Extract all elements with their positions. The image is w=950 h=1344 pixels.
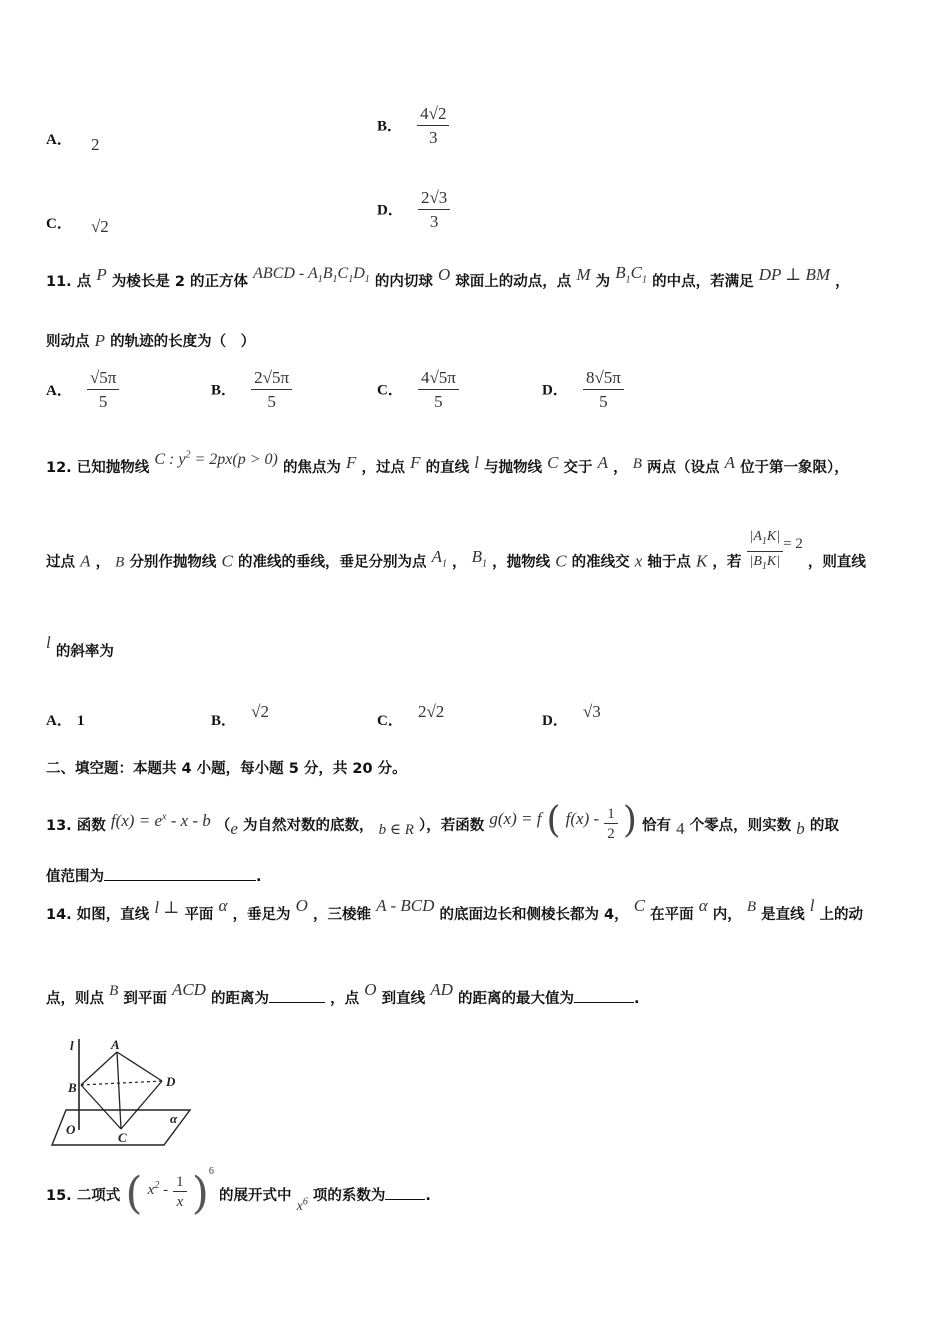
math-exp-6: 6 bbox=[208, 1166, 214, 1177]
q11-line-1 bbox=[46, 263, 850, 293]
option-fraction bbox=[417, 104, 449, 148]
text: （ bbox=[215, 818, 231, 834]
text: 为自然对数的底数， bbox=[243, 818, 374, 834]
math-ratio bbox=[747, 529, 784, 575]
option-label: A． bbox=[46, 382, 72, 399]
math-m: M bbox=[576, 265, 591, 284]
option-value: √2 bbox=[251, 702, 269, 721]
option-label: B． bbox=[377, 118, 403, 135]
text: 点 bbox=[76, 274, 92, 290]
math-b: B bbox=[632, 456, 642, 472]
option-label: D． bbox=[542, 382, 568, 399]
label-a: A bbox=[111, 1037, 120, 1052]
numerator: 8√5π bbox=[583, 368, 624, 390]
option-label: B． bbox=[211, 382, 237, 399]
math-x6: $x^6$ bbox=[296, 1196, 308, 1214]
math-c: C bbox=[547, 453, 559, 472]
math-a: A bbox=[724, 453, 735, 472]
math-k: K bbox=[695, 551, 708, 571]
text: 恰有 bbox=[642, 818, 671, 834]
denominator: 3 bbox=[429, 128, 438, 147]
denominator: 5 bbox=[434, 392, 443, 411]
paren-left: ( bbox=[125, 1168, 143, 1219]
math-a: A bbox=[597, 453, 609, 472]
question-number: 11. bbox=[46, 274, 72, 290]
math-parabola: C : $y^2 = 2px(p > 0)$ bbox=[154, 449, 278, 468]
option-value: 2 bbox=[90, 135, 100, 154]
text: 二项式 bbox=[76, 1188, 121, 1204]
text: 到直线 bbox=[381, 991, 426, 1007]
text: 的准线交 bbox=[571, 554, 630, 571]
text: 个零点，则实数 bbox=[689, 818, 792, 834]
option-label: C． bbox=[46, 216, 72, 232]
denominator: 2 bbox=[607, 825, 615, 842]
math-c: C bbox=[633, 896, 646, 915]
math-l: l bbox=[474, 453, 479, 472]
math-eq-2: = 2 bbox=[783, 536, 803, 553]
option-value: √2 bbox=[90, 217, 109, 236]
text: 的中点，若满足 bbox=[652, 274, 754, 290]
label-o: O bbox=[66, 1122, 76, 1137]
math-b: B bbox=[115, 554, 125, 571]
text: 的焦点为 bbox=[282, 460, 341, 476]
text: ，抛物线 bbox=[492, 554, 551, 571]
text: ，点 bbox=[330, 991, 360, 1007]
math-o: O bbox=[295, 896, 308, 915]
edge-ad bbox=[117, 1052, 162, 1081]
section-heading: 二、填空题：本题共 4 小题，每小题 5 分，共 20 分。 bbox=[46, 761, 407, 777]
text: 函数 bbox=[76, 818, 106, 834]
paren-left: ( bbox=[546, 800, 561, 841]
question-number: 15. bbox=[46, 1188, 72, 1204]
math-p: P bbox=[94, 331, 105, 350]
q14-line-1 bbox=[46, 896, 864, 924]
text: ，若 bbox=[712, 554, 742, 571]
math-o: O bbox=[437, 265, 451, 284]
denominator: 5 bbox=[267, 392, 276, 411]
math-1-over-x bbox=[173, 1174, 187, 1210]
math-e: e bbox=[230, 819, 238, 838]
option-label: B． bbox=[211, 713, 237, 729]
math-alpha: α bbox=[218, 896, 228, 915]
denominator: x bbox=[176, 1193, 184, 1210]
text: 平面 bbox=[184, 907, 214, 923]
math-c: C bbox=[555, 551, 567, 571]
paren-right: ) bbox=[191, 1168, 209, 1219]
option-label: D． bbox=[377, 202, 403, 219]
text: ），若函数 bbox=[419, 818, 485, 834]
q12-option-c bbox=[377, 702, 445, 730]
text: 的取 bbox=[809, 818, 839, 834]
text: 的轨迹的长度为（ ） bbox=[110, 334, 256, 350]
edge-bc bbox=[81, 1085, 121, 1129]
q12-option-d bbox=[542, 702, 601, 730]
text: 内， bbox=[712, 907, 742, 923]
label-c: C bbox=[118, 1130, 127, 1145]
numerator: 4√5π bbox=[418, 368, 459, 390]
math-ad: AD bbox=[430, 980, 453, 999]
text: 则动点 bbox=[46, 334, 90, 350]
text: . bbox=[425, 1188, 431, 1204]
option-value: √3 bbox=[582, 702, 601, 721]
option-fraction bbox=[418, 188, 450, 232]
option-value: 2√2 bbox=[417, 702, 445, 721]
text: 分别作抛物线 bbox=[129, 554, 217, 571]
math-b: b bbox=[796, 819, 805, 838]
denominator: 5 bbox=[98, 392, 108, 411]
q13-line-2 bbox=[46, 865, 262, 886]
q11-option-a bbox=[46, 368, 119, 412]
paren-right: ) bbox=[622, 800, 637, 841]
text: 的底面边长和侧棱长都为 4， bbox=[439, 907, 629, 923]
math-p: P bbox=[96, 265, 107, 284]
q10-option-d bbox=[377, 188, 450, 232]
q12-option-a bbox=[46, 709, 84, 730]
text: . bbox=[256, 869, 262, 885]
q12-line-1 bbox=[46, 449, 849, 477]
numerator: 2√5π bbox=[251, 368, 292, 390]
math-pyramid: A - BCD bbox=[376, 896, 435, 915]
q11-option-c bbox=[377, 368, 459, 412]
q12-line-2 bbox=[46, 529, 866, 585]
q12-option-b bbox=[211, 702, 269, 730]
text: 已知抛物线 bbox=[76, 460, 150, 476]
label-l: l bbox=[70, 1038, 74, 1053]
text: 的准线的垂线，垂足分别为点 bbox=[237, 554, 427, 571]
answer-blank-1[interactable] bbox=[269, 988, 325, 1003]
text: 上的动 bbox=[819, 907, 864, 923]
text: 的内切球 bbox=[374, 274, 433, 290]
option-fraction bbox=[251, 368, 292, 412]
math-l: l bbox=[809, 896, 815, 915]
text: 球面上的动点，点 bbox=[455, 274, 572, 290]
q14-line-2 bbox=[46, 980, 640, 1008]
answer-blank[interactable] bbox=[385, 1185, 425, 1200]
text: ，垂足为 bbox=[232, 907, 291, 923]
math-dp-perp-bm: DP ⊥ BM bbox=[758, 265, 831, 284]
q15-line bbox=[46, 1168, 431, 1222]
text: 两点（设点 bbox=[646, 460, 720, 476]
math-b: B bbox=[109, 983, 119, 999]
numerator: 1 bbox=[173, 1174, 187, 1192]
option-label: A． bbox=[46, 713, 72, 729]
text: 如图，直线 bbox=[76, 907, 150, 923]
math-b-in-r: b ∈ R bbox=[378, 822, 414, 838]
text: 到平面 bbox=[123, 991, 167, 1007]
q11-option-b bbox=[211, 368, 292, 412]
math-alpha: α bbox=[698, 896, 708, 915]
text: 位于第一象限）， bbox=[740, 460, 849, 476]
option-value: 1 bbox=[76, 713, 85, 729]
math-b: B bbox=[746, 899, 757, 915]
text: 为 bbox=[595, 274, 611, 290]
option-label: C． bbox=[377, 713, 403, 729]
math-half bbox=[604, 806, 618, 842]
math-cube: ABCD - $A_1B_1C_1D_1$ bbox=[253, 265, 370, 286]
text: ， bbox=[835, 274, 850, 290]
label-d: D bbox=[166, 1074, 176, 1089]
math-b1: $B_1$ bbox=[471, 547, 488, 570]
math-o: O bbox=[364, 980, 377, 999]
q12-line-3 bbox=[46, 633, 114, 661]
text: ， bbox=[95, 554, 111, 571]
text: ，过点 bbox=[361, 460, 406, 476]
q10-option-b bbox=[377, 104, 449, 148]
math-b1c1: $B_1C_1$ bbox=[615, 263, 647, 286]
math-acd: ACD bbox=[171, 980, 206, 999]
text: 的展开式中 bbox=[219, 1188, 292, 1204]
numerator: $|A_1K|$ bbox=[747, 529, 784, 552]
numerator: √5π bbox=[87, 368, 119, 390]
option-fraction bbox=[583, 368, 624, 412]
denominator: 5 bbox=[599, 392, 608, 411]
math-f: F bbox=[410, 453, 421, 472]
option-label: D． bbox=[542, 713, 568, 729]
math-f: F bbox=[346, 453, 357, 472]
edge-ab bbox=[81, 1052, 117, 1085]
q11-line-2 bbox=[46, 330, 255, 351]
text: 交于 bbox=[563, 460, 593, 476]
question-number: 12. bbox=[46, 460, 72, 476]
q10-option-c bbox=[46, 212, 109, 236]
text: ，三棱锥 bbox=[313, 907, 372, 923]
math-4: 4 bbox=[676, 819, 685, 838]
math-l-perp: l ⊥ bbox=[154, 898, 180, 917]
q13-line-1 bbox=[46, 798, 839, 844]
answer-blank[interactable] bbox=[104, 866, 256, 881]
pyramid-figure bbox=[44, 1034, 194, 1149]
text: 是直线 bbox=[761, 907, 805, 923]
numerator: 1 bbox=[604, 806, 618, 824]
math-x2: $x^2$ - bbox=[147, 1180, 169, 1198]
text: . bbox=[633, 991, 640, 1007]
option-fraction bbox=[87, 368, 119, 412]
denominator: $|B_1K|$ bbox=[749, 553, 781, 572]
numerator: 2√3 bbox=[418, 188, 450, 210]
answer-blank-2[interactable] bbox=[574, 988, 634, 1003]
label-alpha: α bbox=[170, 1111, 178, 1126]
edge-bd bbox=[81, 1081, 162, 1085]
math-x: x bbox=[634, 551, 643, 571]
math-a1: $A_1$ bbox=[431, 547, 447, 570]
q11-options bbox=[46, 368, 666, 418]
text: 与抛物线 bbox=[484, 460, 543, 476]
text: ， bbox=[613, 460, 628, 476]
text: ， bbox=[452, 554, 467, 571]
text: 的距离为 bbox=[211, 991, 270, 1007]
text: 在平面 bbox=[650, 907, 694, 923]
q10-option-a bbox=[46, 128, 100, 154]
text: 的斜率为 bbox=[55, 644, 114, 660]
math-c: C bbox=[221, 551, 233, 571]
text: 的直线 bbox=[425, 460, 470, 476]
text: 过点 bbox=[46, 554, 75, 571]
text: 项的系数为 bbox=[312, 1188, 386, 1204]
math-a: A bbox=[80, 551, 91, 571]
label-b: B bbox=[68, 1080, 77, 1095]
option-label: A． bbox=[46, 132, 72, 148]
option-fraction bbox=[418, 368, 459, 412]
text: 的距离的最大值为 bbox=[457, 991, 574, 1007]
math-fx: f(x) - bbox=[565, 809, 600, 828]
question-number: 13. bbox=[46, 818, 72, 834]
text: 点，则点 bbox=[46, 991, 104, 1007]
text: 值范围为 bbox=[46, 869, 104, 885]
question-number: 14. bbox=[46, 907, 72, 923]
denominator: 3 bbox=[429, 212, 439, 231]
math-g-def: g(x) = f bbox=[489, 809, 542, 828]
text: 为棱长是 2 的正方体 bbox=[111, 274, 249, 290]
text: 轴于点 bbox=[647, 554, 691, 571]
math-f-def: $f(x) = e^x - x - b$ bbox=[110, 811, 211, 830]
math-l: l bbox=[46, 633, 51, 652]
edge-ac bbox=[117, 1052, 121, 1129]
option-label: C． bbox=[377, 382, 403, 399]
q12-options bbox=[46, 697, 666, 727]
text: ，则直线 bbox=[807, 554, 866, 571]
numerator: 4√2 bbox=[417, 104, 449, 126]
edge-cd bbox=[121, 1081, 162, 1129]
q11-option-d bbox=[542, 368, 624, 412]
